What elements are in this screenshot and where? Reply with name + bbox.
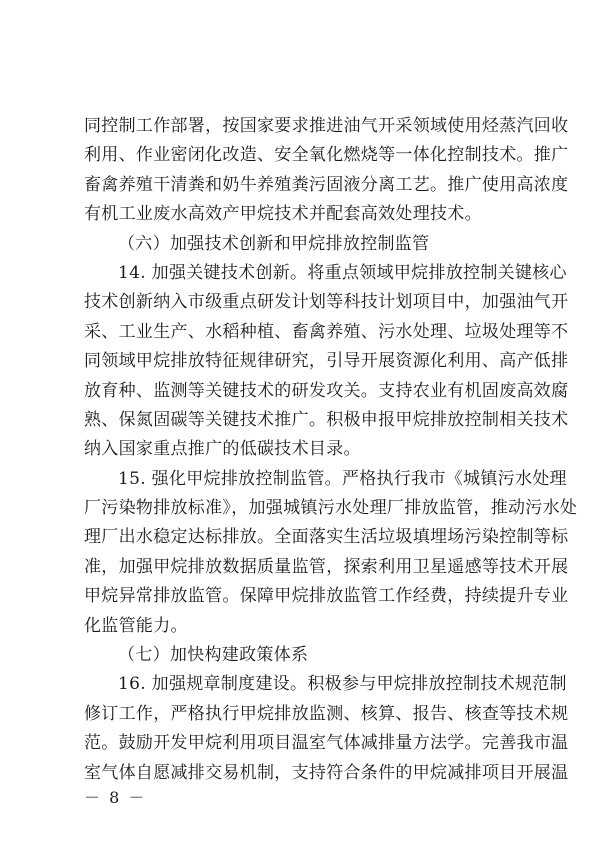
- text-line: 化监管能力。: [84, 615, 188, 636]
- text-line: 准，加强甲烷排放数据质量监管，探索利用卫星遥感等技术开展: [84, 556, 569, 577]
- text-line: 放育种、监测等关键技术的研发攻关。支持农业有机固废高效腐: [84, 380, 569, 401]
- text-line: 范。鼓励开发甲烷利用项目温室气体减排量方法学。完善我市温: [84, 733, 569, 754]
- section-heading: （六）加强技术创新和甲烷排放控制监管: [118, 233, 430, 254]
- text-line: 纳入国家重点推广的低碳技术目录。: [84, 439, 361, 460]
- text-line: 熟、保氮固碳等关键技术推广。积极申报甲烷排放控制相关技术: [84, 409, 569, 430]
- text-line: 甲烷异常排放监管。保障甲烷排放监管工作经费，持续提升专业: [84, 586, 569, 607]
- text-line: 畜禽养殖干清粪和奶牛养殖粪污固液分离工艺。推广使用高浓度: [84, 174, 569, 195]
- paragraph-start-line: 16. 加强规章制度建设。积极参与甲烷排放控制技术规范制: [118, 674, 567, 695]
- section-heading: （七）加快构建政策体系: [118, 645, 309, 666]
- text-line: 有机工业废水高效产甲烷技术并配套高效处理技术。: [84, 204, 482, 225]
- text-line: 修订工作，严格执行甲烷排放监测、核算、报告、核查等技术规: [84, 703, 569, 724]
- paragraph-start-line: 14. 加强关键技术创新。将重点领域甲烷排放控制关键核心: [118, 262, 567, 283]
- text-line: 利用、作业密闭化改造、安全氧化燃烧等一体化控制技术。推广: [84, 145, 569, 166]
- text-line: 同领域甲烷排放特征规律研究，引导开展资源化利用、高产低排: [84, 351, 569, 372]
- page-number: － 8 －: [84, 788, 147, 807]
- body-text: [84, 112, 578, 788]
- text-line: 理厂出水稳定达标排放。全面落实生活垃圾填埋场污染控制等标: [84, 527, 569, 548]
- text-line: 室气体自愿减排交易机制，支持符合条件的甲烷减排项目开展温: [84, 762, 569, 783]
- text-line: 采、工业生产、水稻种植、畜禽养殖、污水处理、垃圾处理等不: [84, 321, 569, 342]
- text-line: 同控制工作部署，按国家要求推进油气开采领域使用烃蒸汽回收: [84, 116, 569, 136]
- text-line: 技术创新纳入市级重点研发计划等科技计划项目中，加强油气开: [84, 292, 569, 313]
- text-line: 厂污染物排放标准》，加强城镇污水处理厂排放监管，推动污水处: [84, 498, 578, 519]
- paragraph-start-line: 15. 强化甲烷排放控制监管。严格执行我市《城镇污水处理: [118, 468, 567, 489]
